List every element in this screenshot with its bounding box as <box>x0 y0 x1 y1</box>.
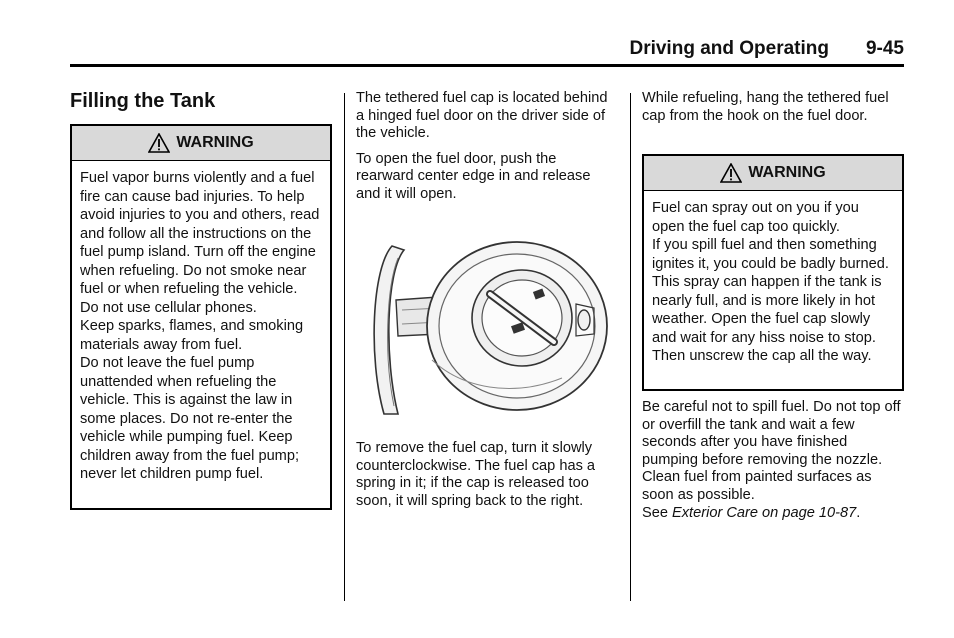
fuel-door-illustration <box>362 238 612 426</box>
column-divider <box>344 93 345 601</box>
warning-body <box>72 161 330 490</box>
warning-icon <box>148 133 170 153</box>
paragraph-text: Be careful not to spill fuel. Do not top off or overfill the tank and wait a few seconds after you have finished pumping before removing the nozzle. Clean fuel from painted surfaces as soon as possible. <box>642 399 901 503</box>
punctuation: . <box>856 504 861 521</box>
warning-box <box>70 124 332 510</box>
page-number: 9-45 <box>865 38 904 59</box>
cross-reference-link[interactable]: Exterior Care on page 10-87 <box>672 504 857 521</box>
warning-label: WARNING <box>176 134 254 151</box>
warning-paragraph: Keep sparks, flames, and smoking materials away from fuel. <box>80 318 304 353</box>
warning-paragraph: Fuel vapor burns violently and a fuel fire can cause bad injuries. To help avoid injuries to you and others, read and follow all the instructions on the fuel pump island. Turn off the engine when refueling. Do not smoke near fuel or when refueling the vehicle. <box>80 170 320 297</box>
see-label: See <box>642 504 668 521</box>
paragraph: To remove the fuel cap, turn it slowly counterclockwise. The fuel cap has a spring in it; if the cap is released too soon, it will spring back to the right. <box>356 440 596 509</box>
paragraph: The tethered fuel cap is located behind a hinged fuel door on the driver side of the vehicle. <box>356 90 608 142</box>
column-3 <box>642 90 904 125</box>
paragraph: To open the fuel door, push the rearward center edge in and release and it will open. <box>356 150 591 202</box>
column-divider <box>630 93 631 601</box>
paragraph <box>642 399 904 522</box>
warning-header <box>644 156 902 191</box>
column-2 <box>356 90 618 204</box>
column-3-lower <box>642 399 904 522</box>
warning-label: WARNING <box>748 164 826 181</box>
warning-body <box>644 191 902 372</box>
warning-box <box>642 154 904 391</box>
section-title: Driving and Operating <box>629 38 829 59</box>
warning-paragraph: Do not leave the fuel pump unattended when refueling the vehicle. This is against the law in some places. Do not re-enter the vehicle while pumping fuel. Keep children away from the fuel pump; never let children pump fuel. <box>80 355 300 482</box>
warning-paragraph: If you spill fuel and then something ignites it, you could be badly burned. This spray can happen if the tank is nearly full, and is more likely in hot weather. Open the fuel cap slowly and wait for any hiss noise to stop. Then unscrew the cap all the way. <box>652 237 889 364</box>
warning-header <box>72 126 330 161</box>
warning-paragraph: Do not use cellular phones. <box>80 299 257 316</box>
warning-icon <box>720 163 742 183</box>
page-header <box>70 38 904 67</box>
page-title: Filling the Tank <box>70 90 216 112</box>
paragraph: While refueling, hang the tethered fuel cap from the hook on the fuel door. <box>642 90 889 124</box>
column-2-lower <box>356 440 618 510</box>
warning-paragraph: Fuel can spray out on you if you open the fuel cap too quickly. <box>652 200 859 235</box>
